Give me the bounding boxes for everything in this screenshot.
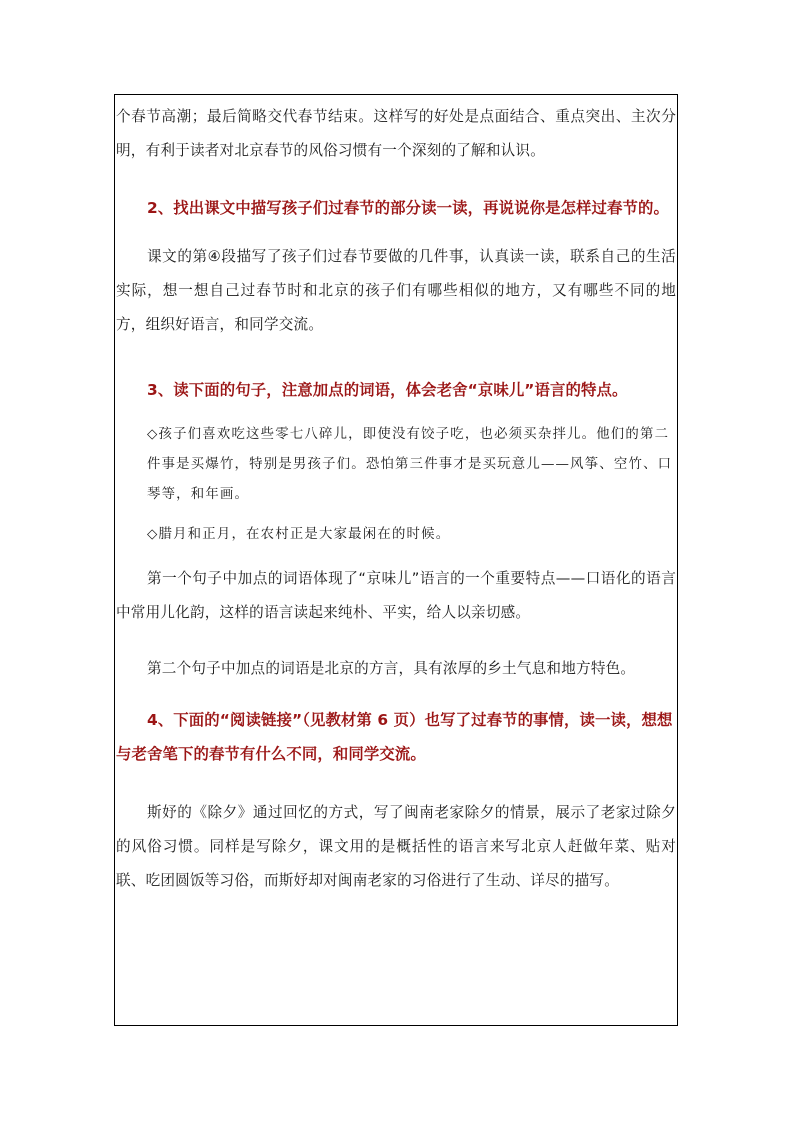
answer-2-text-start: 课文的第 xyxy=(147,248,208,265)
quote-sentence-2: ◇腊月和正月，在农村正是大家最闲在的时候。 xyxy=(147,527,451,542)
answer-2-text-rest: 段描写了孩子们过春节要做的几件事，认真读一读，联系自己的生活实际，想一想自己过春节时和北京的孩子们有哪些相似的地方，又有哪些不同的地方，组织好语言，和同学交流。 xyxy=(116,248,676,333)
answer-3-paragraph-2: 第二个句子中加点的词语是北京的方言，具有浓厚的乡土气息和地方特色。 xyxy=(147,660,636,677)
circled-number-four: ④ xyxy=(207,248,221,265)
question-4-heading: 4、下面的“阅读链接”（见教材第 6 页）也写了过春节的事情，读一读，想想与老舍笔下的春节有什么不同，和同学交流。 xyxy=(116,711,673,763)
answer-4-paragraph: 斯妤的《除夕》通过回忆的方式，写了闽南老家除夕的情景，展示了老家过除夕的风俗习惯。同样是写除夕，课文用的是概括性的语言来写北京人赶做年菜、贴对联、吃团圆饭等习俗，而斯妤却对闽南老家的习俗进行了生动、详尽的描写。 xyxy=(116,804,676,889)
question-2-heading: 2、找出课文中描写孩子们过春节的部分读一读，再说说你是怎样过春节的。 xyxy=(147,199,669,217)
quote-sentence-1: ◇孩子们喜欢吃这些零七八碎儿，即使没有饺子吃，也必须买杂拌儿。他们的第二件事是买爆竹，特别是男孩子们。恐怕第三件事才是买玩意儿——风筝、空竹、口琴等，和年画。 xyxy=(147,427,673,502)
answer-2-paragraph xyxy=(116,240,676,342)
paragraph-intro-continuation: 个春节高潮；最后简略交代春节结束。这样写的好处是点面结合、重点突出、主次分明，有利于读者对北京春节的风俗习惯有一个深刻的了解和认识。 xyxy=(116,108,676,159)
question-3-heading: 3、读下面的句子，注意加点的词语，体会老舍“京味儿”语言的特点。 xyxy=(147,381,628,399)
answer-3-paragraph-1: 第一个句子中加点的词语体现了“京味儿”语言的一个重要特点——口语化的语言中常用儿化韵，这样的语言读起来纯朴、平实，给人以亲切感。 xyxy=(116,570,676,621)
